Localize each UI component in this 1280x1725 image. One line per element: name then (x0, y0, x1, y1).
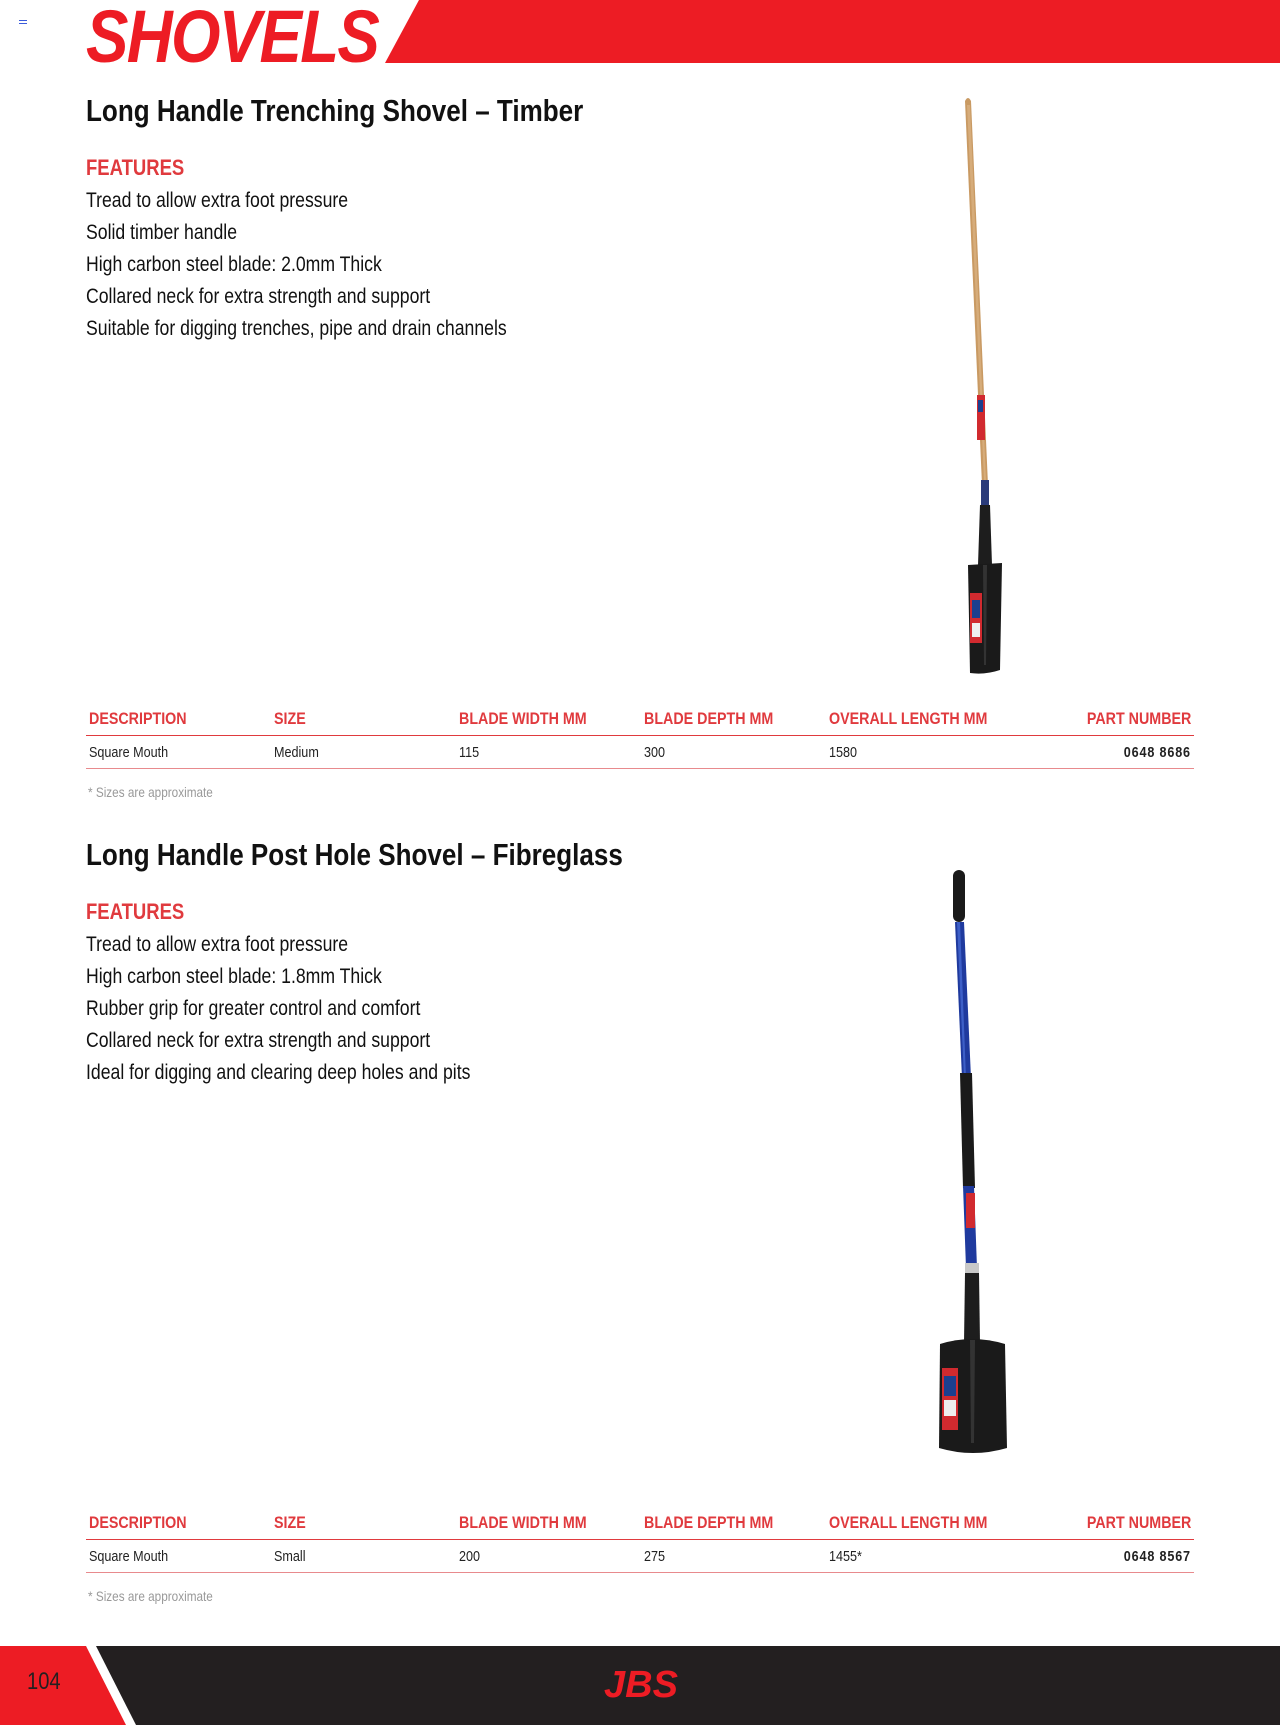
page-title: SHOVELS (86, 0, 379, 78)
column-header: SIZE (274, 708, 306, 728)
column-header: BLADE DEPTH MM (644, 1512, 774, 1532)
product-title: Long Handle Post Hole Shovel – Fibreglass (86, 837, 623, 872)
footer-bar (0, 1646, 1280, 1725)
feature-item: Ideal for digging and clearing deep holes and pits (86, 1061, 471, 1084)
sizes-note: * Sizes are approximate (88, 1588, 213, 1604)
part-number: 0648 8567 (1123, 1547, 1191, 1565)
fibreglass-shovel-image (925, 868, 1015, 1458)
page-number: 104 (27, 1668, 61, 1695)
feature-item: Collared neck for extra strength and support (86, 1029, 431, 1052)
features-label: FEATURES (86, 899, 185, 924)
column-header: PART NUMBER (1086, 1512, 1191, 1532)
part-number: 0648 8686 (1123, 743, 1191, 761)
menu-icon[interactable] (19, 20, 27, 26)
column-header: DESCRIPTION (89, 1512, 187, 1532)
table-cell: 200 (459, 1547, 481, 1565)
column-header: SIZE (274, 1512, 306, 1532)
column-header: BLADE WIDTH MM (459, 708, 587, 728)
features-list (86, 185, 587, 345)
feature-item: Suitable for digging trenches, pipe and drain channels (86, 317, 507, 340)
column-header: PART NUMBER (1086, 708, 1191, 728)
column-header: OVERALL LENGTH MM (829, 1512, 988, 1532)
table-cell: 1455* (829, 1547, 862, 1565)
feature-item: Rubber grip for greater control and comfort (86, 997, 421, 1020)
column-header: OVERALL LENGTH MM (829, 708, 988, 728)
column-header: DESCRIPTION (89, 708, 187, 728)
sizes-note: * Sizes are approximate (88, 784, 213, 800)
column-header: BLADE DEPTH MM (644, 708, 774, 728)
feature-item: High carbon steel blade: 1.8mm Thick (86, 965, 382, 988)
table-cell: 115 (459, 743, 480, 761)
spec-table (86, 705, 1194, 769)
table-cell: 275 (644, 1547, 666, 1565)
logo-text: JBS (604, 1664, 678, 1706)
table-cell: Square Mouth (89, 743, 169, 761)
feature-item: High carbon steel blade: 2.0mm Thick (86, 253, 382, 276)
features-label: FEATURES (86, 155, 185, 180)
timber-shovel-image (950, 95, 1020, 680)
table-cell: Square Mouth (89, 1547, 169, 1565)
header-banner (385, 0, 1280, 63)
feature-item: Collared neck for extra strength and support (86, 285, 431, 308)
table-cell: 1580 (829, 743, 858, 761)
features-list (86, 929, 544, 1089)
feature-item: Tread to allow extra foot pressure (86, 933, 349, 956)
feature-item: Tread to allow extra foot pressure (86, 189, 349, 212)
table-cell: 300 (644, 743, 666, 761)
table-cell: Small (274, 1547, 306, 1565)
table-header-row (86, 705, 1194, 735)
table-row (86, 735, 1194, 768)
table-row (86, 1539, 1194, 1572)
jbs-logo (578, 1664, 704, 1706)
column-header: BLADE WIDTH MM (459, 1512, 587, 1532)
feature-item: Solid timber handle (86, 221, 238, 244)
table-header-row (86, 1509, 1194, 1539)
spec-table (86, 1509, 1194, 1573)
product-title: Long Handle Trenching Shovel – Timber (86, 93, 584, 128)
table-cell: Medium (274, 743, 319, 761)
